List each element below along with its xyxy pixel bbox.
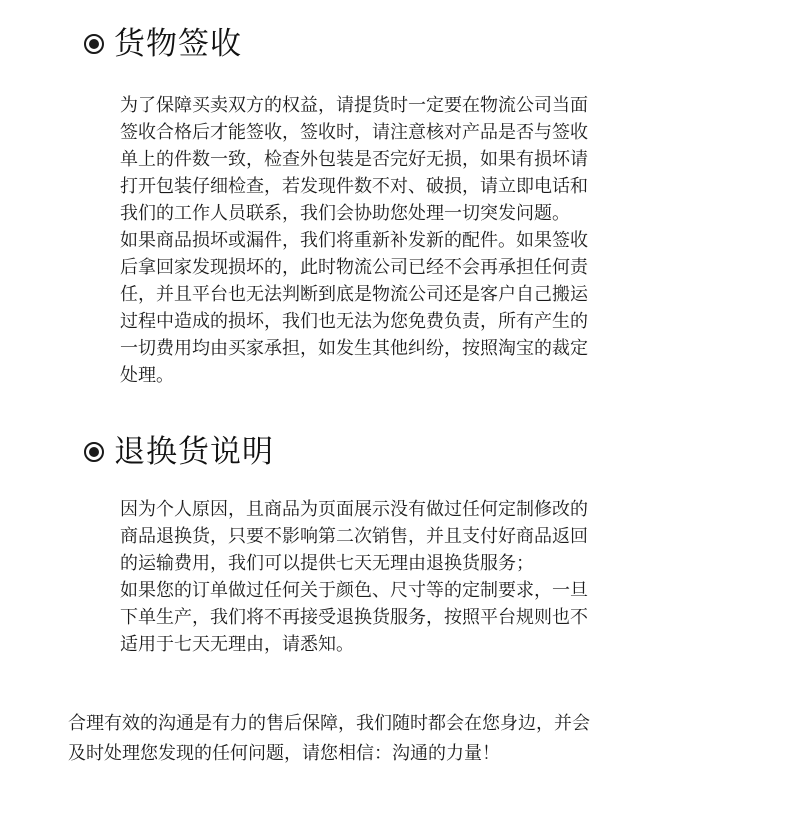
goods-receipt-text xyxy=(120,92,680,389)
paragraph xyxy=(120,227,680,389)
text-line: 的运输费用，我们可以提供七天无理由退换货服务； xyxy=(120,553,534,574)
text-line: 如果您的订单做过任何关于颜色、尺寸等的定制要求，一旦 xyxy=(120,580,588,601)
radio-bullet-icon xyxy=(84,34,104,54)
text-line: 一切费用均由买家承担，如发生其他纠纷，按照淘宝的裁定 xyxy=(120,338,588,359)
text-line: 签收合格后才能签收，签收时，请注意核对产品是否与签收 xyxy=(120,122,588,143)
footer-line: 及时处理您发现的任何问题，请您相信：沟通的力量！ xyxy=(68,743,500,764)
footer-note xyxy=(68,709,708,769)
text-line: 因为个人原因，且商品为页面展示没有做过任何定制修改的 xyxy=(120,499,588,520)
text-line: 任，并且平台也无法判断到底是物流公司还是客户自己搬运 xyxy=(120,284,588,305)
section-title: 货物签收 xyxy=(114,26,242,62)
text-line: 下单生产，我们将不再接受退换货服务，按照平台规则也不 xyxy=(120,607,588,628)
text-line: 为了保障买卖双方的权益，请提货时一定要在物流公司当面 xyxy=(120,95,588,116)
section-heading-goods-receipt xyxy=(84,24,242,64)
radio-bullet-icon xyxy=(84,442,104,462)
text-line: 我们的工作人员联系，我们会协助您处理一切突发问题。 xyxy=(120,203,570,224)
text-line: 处理。 xyxy=(120,365,174,386)
text-line: 商品退换货，只要不影响第二次销售，并且支付好商品返回 xyxy=(120,526,588,547)
section-title: 退换货说明 xyxy=(114,434,274,470)
text-line: 如果商品损坏或漏件，我们将重新补发新的配件。如果签收 xyxy=(120,230,588,251)
section-heading-return-exchange xyxy=(84,432,274,472)
paragraph xyxy=(120,92,680,227)
return-exchange-text xyxy=(120,496,680,658)
footer-line: 合理有效的沟通是有力的售后保障，我们随时都会在您身边，并会 xyxy=(68,713,590,734)
text-line: 适用于七天无理由，请悉知。 xyxy=(120,634,354,655)
text-line: 打开包装仔细检查，若发现件数不对、破损，请立即电话和 xyxy=(120,176,588,197)
text-line: 后拿回家发现损坏的，此时物流公司已经不会再承担任何责 xyxy=(120,257,588,278)
paragraph xyxy=(120,496,680,577)
text-line: 单上的件数一致，检查外包装是否完好无损，如果有损坏请 xyxy=(120,149,588,170)
text-line: 过程中造成的损坏，我们也无法为您免费负责，所有产生的 xyxy=(120,311,588,332)
paragraph xyxy=(120,577,680,658)
